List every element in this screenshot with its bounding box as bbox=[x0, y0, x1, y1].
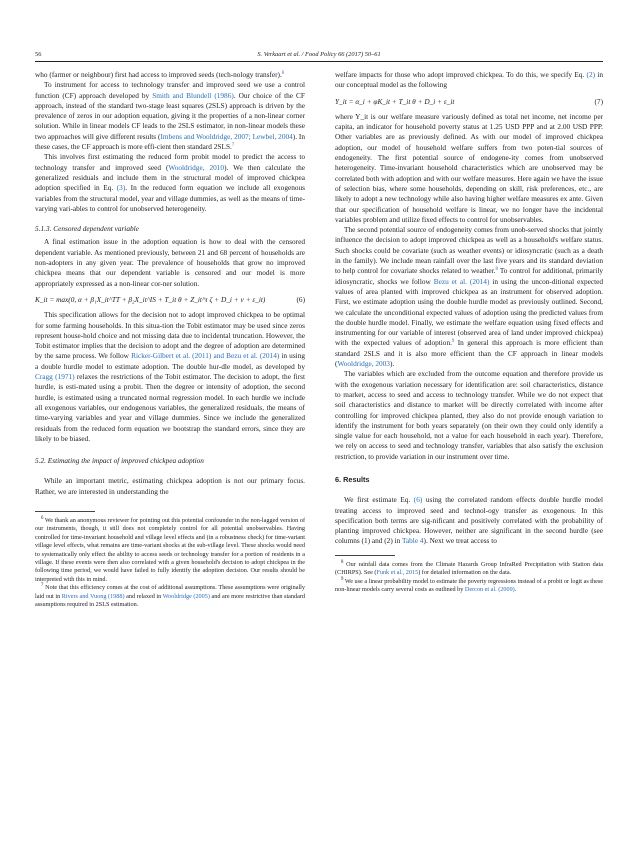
citation-link[interactable]: Dercon et al. (2009) bbox=[464, 585, 515, 593]
citation-link[interactable]: Funk et al., 2015 bbox=[376, 569, 419, 577]
paragraph: who (farmer or neighbour) first had access to improved seeds (tech-nology transfer).$^6$ bbox=[35, 70, 285, 79]
footnote-rule bbox=[335, 555, 395, 556]
equation-body: Y_it = α_i + φK_it + T_it θ + D_i + ε_it bbox=[335, 96, 455, 106]
citation-link[interactable]: Rivers and Vuong (1988) bbox=[61, 592, 125, 600]
footnote-ref[interactable]: 7 bbox=[231, 143, 235, 149]
citation-link[interactable]: Bezu et al. (2014) bbox=[433, 276, 490, 286]
paragraph: welfare impacts for those who adopt improved chickpea. To do this, we specify Eq. (2) in our conceptual model as the following bbox=[335, 70, 604, 90]
footnote-ref[interactable]: 8 bbox=[495, 267, 498, 273]
footnote-8: $^8$ Our rainfall data comes from the Climate Hazards Group InfraRed Precipitation with Station data (CHIRPS). See (Funk et al., 2015) for detailed information on the data. bbox=[335, 559, 603, 577]
equation-body: K_it = max(0, α + β₁X_it^TT + β₂X_it^IS + T_it θ + Z_it^τ ζ + D_i + ν + ε_it) bbox=[35, 294, 266, 304]
paragraph: where Y_it is our welfare measure variously defined as total net income, net income per capita, an indicator for household poverty status at 1.25 USD PPP and at 2.00 USD PPP. Other variables are as previously defined. As with our model of improved chickpea adoption, our model of household welfare suffers from two poten-tial sources of endogeneity. The first potential source of endogene-ity comes from unobserved heterogeneity. Time-invariant household characteristics which are unobserved may be correlated both with adoption and with our welfare measures. Here again we have the issue of selection bias, where some households, depending on skill, risk preferences, etc., are likely to adopt a new technology while also having higher welfare measures ex ante. Given that our specification of household welfare is linear, we no longer have the incidental variables problem and utilize fixed effects to control for unobservables. bbox=[335, 111, 603, 224]
section-heading: 6. Results bbox=[335, 474, 370, 484]
equation-7 bbox=[335, 97, 603, 107]
footnotes bbox=[335, 561, 603, 595]
footnote-ref[interactable]: 6 bbox=[281, 71, 285, 76]
running-header bbox=[35, 48, 603, 60]
paragraph: The variables which are excluded from the outcome equation and therefore provide us with the exogenous variation necessary for identification are: soil characteristics, distance to market, access to seed and access to technology transfer. While we do not expect that soil characteristics and distance to market will be directly correlated with income after controlling for improved chickpea planted, they also do not provide enough variation to identify the instrument for both years separately (on their own they could only identify a single value for each household, not a value for each household in each year). Therefore, we rely on access to seed and technology transfer, variables that also satisfy the exclusion restriction, to provide variation in our instrument over time. bbox=[335, 369, 603, 461]
citation-link[interactable]: Ricker-Gilbert et al. (2011) and Bezu et al. (2014) bbox=[131, 351, 280, 361]
footnote-7: $^7$ Note that this efficiency comes at the cost of additional assumptions. These assumptions were originally laid out in Rivers and Vuong (1988) and relaxed in Wooldridge (2005) and are more restrictive than standard assumptions required in 2SLS estimation. bbox=[35, 583, 306, 609]
paragraph: A final estimation issue in the adoption equation is how to deal with the censored dependent variable. As mentioned previously, between 21 and 68 percent of households are non-adopters in any given year. The prevalence of households that grow no improved chickpea means that our dependent variable is censored and our model is more appropriately expressed as a non-linear cor-ner solution. bbox=[35, 237, 305, 288]
equation-link[interactable]: (2) bbox=[586, 70, 596, 79]
paragraph: To instrument for access to technology transfer and improved seed we use a control function (CF) approach developed by Smith and Blundell (1986). Our choice of the CF approach, instead of the standard two-stage least squares (2SLS) approach is driven by the prevalence of zeros in our adoption equation, giving it the properties of a non-linear corner solution. While in linear models CF leads to the 2SLS estimator, in non-linear models these two approaches will give different results (Imbens and Wooldridge, 2007; Lewbel, 2004). In these cases, the CF approach is more effi-cient then standard 2SLS.$^7$ bbox=[35, 80, 305, 152]
table-link[interactable]: Table 4 bbox=[401, 536, 424, 546]
footnote-6: $^6$ We thank an anonymous reviewer for pointing out this potential confounder in the non-lagged version of our instruments, though, it still does not completely control for all potential unobservables. Having controlled for time-invariant household and village level effects and (in a robustness check) for time-variant village level effects, what remains are time-variant shocks at the sub-village level. These shocks would need to systematically only effect the ability to access seeds or technology transfer for a portion of residents in a village. If these events were then also correlated with a given household's decision to adopt chickpea in the following time period, we would have failed to fully identify the adoption decision. Our results should be interpreted with this in mind. bbox=[35, 515, 305, 583]
citation-link[interactable]: Imbens and Wooldridge, 2007; Lewbel, 2004 bbox=[160, 131, 293, 141]
paragraph: This involves first estimating the reduced form probit model to predict the access to technology transfer and improved seed (Wooldridge, 2010). We then calculate the generalized residuals and include them in the structural model of improved chickpea adoption specified in Eq. (3). In the reduced form equation we include all exogenous variables from the structural model, year and village dummies, as well as the means of time-varying vari-ables to control for unobserved heterogeneity. bbox=[35, 152, 306, 213]
footnote-9: $^9$ We use a linear probability model to estimate the poverty regressions instead of a probit or logit as these non-linear models carry several costs as outlined by Dercon et al. (2009). bbox=[335, 576, 603, 593]
equation-number: (7) bbox=[594, 96, 603, 106]
footnote-rule bbox=[35, 511, 95, 512]
journal-citation: S. Verkaart et al. / Food Policy 66 (2017) 50–61 bbox=[257, 50, 381, 58]
equation-number: (6) bbox=[296, 294, 305, 304]
citation-link[interactable]: Wooldridge, 2003 bbox=[337, 359, 390, 369]
subsection-heading: 5.1.3. Censored dependent variable bbox=[35, 224, 139, 234]
subsection-heading: 5.2. Estimating the impact of improved chickpea adoption bbox=[35, 456, 204, 466]
right-column bbox=[335, 70, 603, 594]
paragraph: The second potential source of endogeneity comes from unob-served shocks that jointly influence the decision to adopt improved chickpea as well as a household's welfare status. Such shocks could be covariate (such as weather events) or idiosyncratic (such as a death in the family). We include mean rainfall over the last five years and its standard deviation to help control for covariate shocks related to weather.$^8$ To control for additional, primarily idiosyncratic, shocks we follow Bezu et al. (2014) in using the uncon-ditional expected values of area planted with improved chickpea as an instrument for observed adoption. First, we estimate adoption using the double hurdle model as previously outlined. Second, we calculate the unconditional expected values of adoption using the predicted values from the double hurdle model. Finally, we estimate the welfare equation using fixed effects and instrumenting for our variable of interest (observed area of land under improved chickpea) with the expected values of adoption.$^9$ In general this approach is more efficient than standard 2SLS and it is also more efficient than the CF approach in linear models (Wooldridge, 2003). bbox=[335, 225, 604, 369]
equation-link[interactable]: (3) bbox=[116, 183, 126, 193]
page-number: 56 bbox=[35, 50, 42, 58]
paragraph: We first estimate Eq. (6) using the correlated random effects double hurdle model treating access to improved seed and technol-ogy transfer as exogenous. In this specification both terms are sig-nificant and positively correlated with the probability of planting improved chickpea. However, neither are significant in the second hurdle (see columns (1) and (2) in Table 4). Next we treat access to bbox=[335, 495, 603, 546]
paragraph: This specification allows for the decision not to adopt improved chickpea to be optimal for some farming households. In this situa-tion the Tobit estimator may be used since zeros represent house-hold choice and not missing data due to incidental truncation. However, the Tobit estimator implies that the decision to adopt and the degree of adoption are determined by the same process. We follow Ricker-Gilbert et al. (2011) and Bezu et al. (2014) in using a double hurdle model to estimate adoption. The double hur-dle model, as developed by Cragg (1971) relaxes the restrictions of the Tobit estimator. The decision to adopt, the first hurdle, is esti-mated using a probit. Then the degree or intensity of adoption, the second hurdle, is estimated using a truncated normal regression model. In each hurdle we include all exogenous variables, our endogenous variables, the generalized residuals, the means of time-varying variables and year and village dummies. Since we include the generalized residuals from the reduced form equation we bootstrap the standard errors, since they are likely to be biased. bbox=[35, 310, 305, 443]
left-column bbox=[35, 70, 305, 609]
paragraph: While an important metric, estimating chickpea adoption is not our primary focus. Rather, we are interested in understanding the bbox=[35, 476, 305, 496]
citation-link[interactable]: Cragg (1971) bbox=[35, 372, 75, 382]
footnotes bbox=[35, 517, 305, 609]
equation-link[interactable]: (6) bbox=[413, 495, 423, 505]
citation-link[interactable]: Wooldridge, 2010 bbox=[168, 162, 225, 172]
header-rule bbox=[35, 61, 603, 62]
footnote-ref[interactable]: 9 bbox=[451, 339, 455, 345]
equation-6 bbox=[35, 295, 305, 305]
citation-link[interactable]: Wooldridge (2005) bbox=[162, 592, 210, 600]
citation-link[interactable]: Smith and Blundell (1986) bbox=[152, 90, 234, 100]
